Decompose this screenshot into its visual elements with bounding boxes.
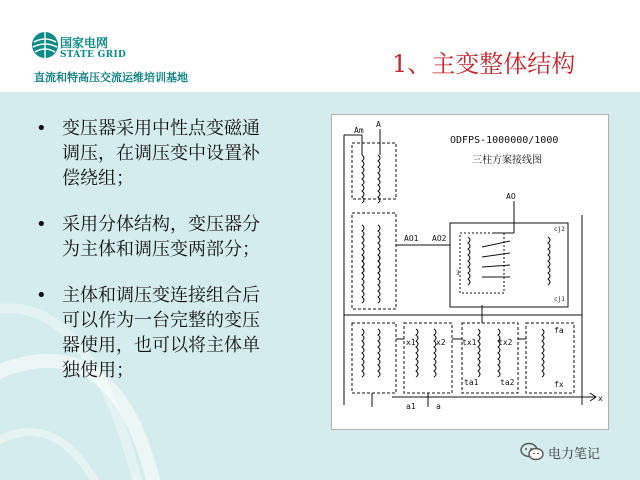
label-ao1: AO1: [404, 234, 419, 243]
label-tap: 3: [456, 270, 460, 277]
label-x2: x2: [436, 338, 446, 347]
label-tx2: tx2: [498, 338, 513, 347]
brand-name-en: STATE GRID: [60, 50, 127, 60]
bullet-dot: •: [36, 214, 47, 235]
slide-title: 1、主变整体结构: [392, 50, 576, 78]
wechat-watermark: [520, 440, 600, 464]
label-tx1: tx1: [462, 338, 477, 347]
state-grid-logo-icon: [30, 30, 60, 60]
watermark-text: 电力笔记: [548, 446, 601, 462]
bullet-item: [36, 283, 326, 383]
bullet-list: [36, 116, 326, 404]
label-x-out: x: [598, 394, 603, 403]
label-x1: x1: [406, 338, 416, 347]
diagram-subtitle: 三柱方案接线图: [472, 155, 542, 166]
wiring-diagram: [331, 114, 609, 430]
label-fx: fx: [554, 380, 564, 389]
bullet-text: 采用分体结构，变压器分 为主体和调压变两部分；: [62, 214, 260, 260]
bullet-dot: •: [36, 285, 47, 306]
label-a-bottom: a: [436, 402, 441, 411]
bullet-dot: •: [36, 118, 47, 139]
bullet-item: [36, 212, 326, 262]
label-ao2: AO2: [432, 234, 447, 243]
training-base-name: 直流和特高压交流运维培训基地: [34, 71, 188, 84]
label-am: Am: [354, 126, 364, 135]
label-cj1: cj1: [554, 296, 565, 303]
label-ta2: ta2: [500, 378, 515, 387]
label-ao: AO: [506, 192, 516, 201]
bullet-item: [36, 116, 326, 191]
brand-name-cn: 国家电网: [60, 36, 109, 50]
diagram-model-label: ODFPS-1000000/1000: [450, 135, 559, 146]
wiring-diagram-svg: [332, 115, 608, 429]
label-a-top: A: [376, 120, 381, 129]
label-ta1: ta1: [464, 378, 479, 387]
wechat-icon: [520, 442, 544, 462]
label-fa: fa: [554, 326, 564, 335]
bullet-text: 主体和调压变连接组合后 可以作为一台完整的变压 器使用，也可以将主体单 独使用；: [62, 285, 260, 381]
bullet-text: 变压器采用中性点变磁通 调压，在调压变中设置补 偿绕组；: [62, 118, 260, 189]
label-cj2: cj2: [554, 226, 565, 233]
slide-header: [0, 0, 640, 92]
label-a1: a1: [406, 402, 416, 411]
